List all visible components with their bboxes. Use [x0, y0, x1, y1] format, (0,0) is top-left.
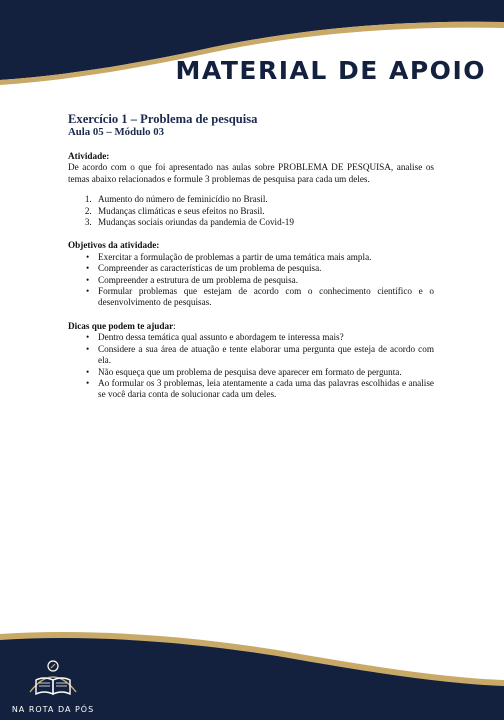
- objective-item: • Compreender as características de um problema de pesquisa.: [98, 263, 434, 274]
- tip-item: • Dentro dessa temática qual assunto e abordagem te interessa mais?: [98, 332, 434, 343]
- objectives-list: [68, 252, 434, 309]
- tip-item: • Ao formular os 3 problemas, leia atentamente a cada uma das palavras escolhidas e analise se você daria conta de solucionar cada um deles.: [98, 378, 434, 401]
- page-title: MATERIAL DE APOIO: [175, 56, 486, 85]
- topic-item: 1. Aumento do número de feminicídio no Brasil.: [94, 194, 434, 205]
- topic-item: 2. Mudanças climáticas e seus efeitos no Brasil.: [94, 206, 434, 217]
- topic-item: 3. Mudanças sociais oriundas da pandemia de Covid-19: [94, 217, 434, 228]
- document-content: [68, 112, 434, 401]
- tips-heading-colon: :: [173, 320, 176, 331]
- tips-list: [68, 332, 434, 400]
- objectives-heading: Objetivos da atividade:: [68, 240, 160, 251]
- objective-item: • Compreender a estrutura de um problema de pesquisa.: [98, 275, 434, 286]
- tips-heading: Dicas que podem te ajudar: [68, 320, 174, 331]
- exercise-subtitle: Aula 05 – Módulo 03: [68, 126, 164, 138]
- brand-logo: [8, 650, 98, 714]
- objective-item: • Formular problemas que estejam de acordo com o conhecimento científico e o desenvolvimento de pesquisas.: [98, 286, 434, 309]
- tip-item: • Não esqueça que um problema de pesquisa deve aparecer em formato de pergunta.: [98, 367, 434, 378]
- activity-text: De acordo com o que foi apresentado nas aulas sobre PROBLEMA DE PESQUISA, analise os temas abaixo relacionados e formule 3 problemas de pesquisa para cada um deles.: [68, 162, 434, 184]
- open-book-icon: [8, 650, 98, 700]
- tip-item: • Considere a sua área de atuação e tente elaborar uma pergunta que esteja de acordo com ela.: [98, 344, 434, 367]
- logo-text: NA ROTA DA PÓS: [11, 705, 95, 714]
- tips-heading-line: [68, 321, 434, 332]
- topic-list: [68, 194, 434, 228]
- exercise-title: Exercício 1 – Problema de pesquisa: [68, 112, 258, 126]
- activity-heading: Atividade:: [68, 151, 110, 161]
- objective-item: • Exercitar a formulação de problemas a partir de uma temática mais ampla.: [98, 252, 434, 263]
